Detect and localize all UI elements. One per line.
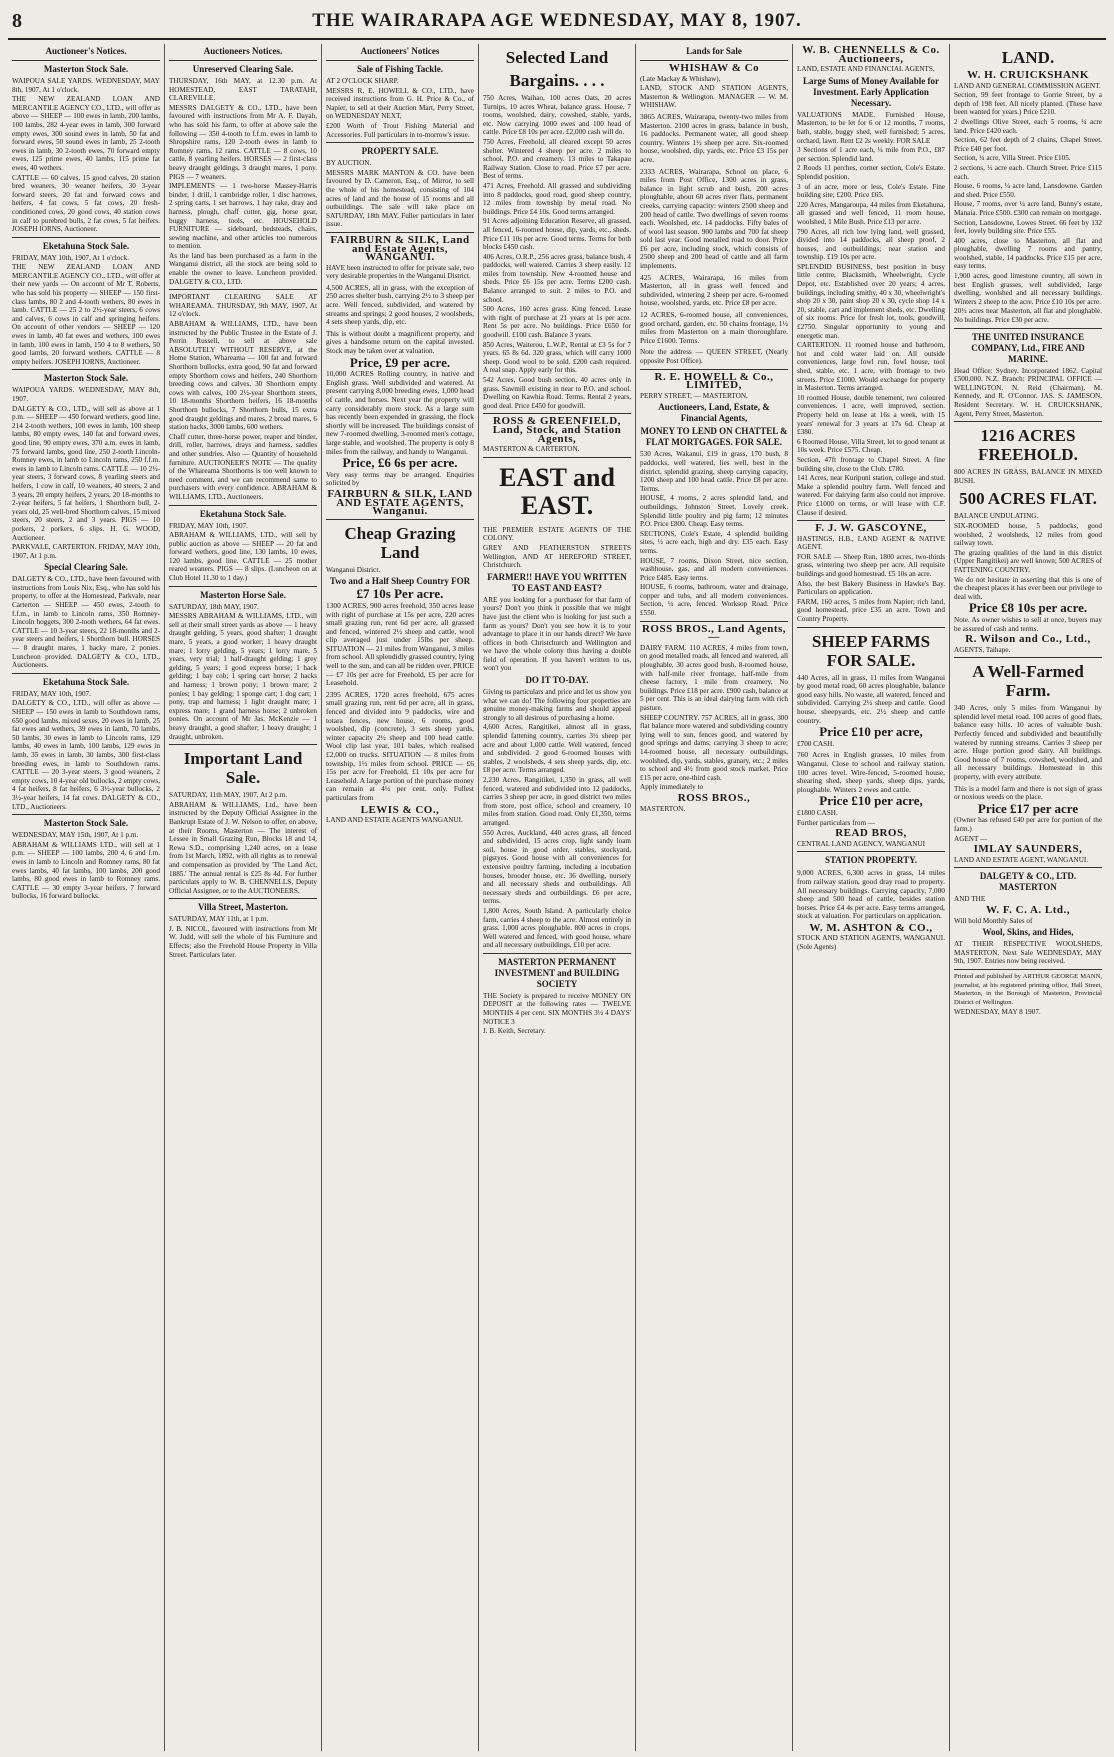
- ad-text: WAIPOUA YARDS. WEDNESDAY, MAY 8th, 1907.: [12, 386, 160, 403]
- agent-name: W. F. C. A. Ltd.,: [985, 903, 1071, 916]
- ad-text: 2 dwellings Olive Street, each 5 rooms, ¼ acre land. Price £420 each.: [954, 117, 1102, 135]
- column-2: [165, 44, 322, 1751]
- ad-heading: Masterton Stock Sale.: [43, 64, 129, 74]
- ad-text: The grazing qualities of the land in this district (Upper Rangitikei) are well known; 500 ACRES of FATTENING COUNTRY.: [954, 548, 1102, 574]
- ad-text: (Late Mackay & Whishaw),: [640, 74, 721, 83]
- ad-text: PARKVALE, CARTERTON. FRIDAY, MAY 10th, 1907, At 1 p.m.: [12, 543, 160, 560]
- ad-text: 141 Acres, near Kuripuni station, college and stud. Make a splendid poultry farm. Well fenced and watered. For dairying farm also could not improve. Price £1000 on terms, or will lease with C.F. Clause if desired.: [797, 474, 945, 517]
- divider: [169, 586, 317, 587]
- divider: [169, 898, 317, 899]
- ad-text: 10,000 ACRES Rolling country, in native and English grass. Well subdivided and watered. At present carrying 8,000 breeding ewes, 1,000 head of cattle, and horses. Next year the property will carry considerably more stock. As a large sum has recently been expended in grassing, the flock shortly will be increased. The buildings consist of new 7-roomed dwelling, 3-roomed men's cottage, large stable, and woolshed. The property is only 8 miles from the railway, and handy to Wanganui.: [326, 369, 474, 456]
- ad-heading: DO IT TO-DAY.: [525, 675, 589, 686]
- ad-text: IMPLEMENTS — 1 two-horse Massey-Harris binder, 1 drill, 1 cambridge roller, 1 disc harrows, 2 spring carts, 1 set harrows, 1 hay rake, dray and harness, plough, chaff cutter, gig, horse gear, buggy harness, tools, etc. HOUSEHOLD FURNITURE — sideboard, bedsteads, chairs, sewing machine, and other articles too numerous to mention.: [169, 182, 317, 251]
- ad-text: THURSDAY, 16th MAY, at 12.30 p.m. At HOMESTEAD, EAST TARATAHI, CLAREVILLE.: [169, 77, 317, 103]
- ad-heading: A Well-Farmed Farm.: [972, 662, 1084, 701]
- ad-text: MASTERTON.: [640, 804, 686, 813]
- price-line: Price, £9 per acre.: [349, 354, 451, 370]
- ad-text: 1,800 Acres, South Island. A particularly choice farm, carries 4 sheep to the acre. Almost entirely in grass. 1,000 acres ploughable. 800 acres in crops. Well watered and fenced, with good house, whare and all necessary outbuildings, £10 per acre.: [483, 906, 631, 950]
- divider: [169, 289, 317, 290]
- divider: [169, 60, 317, 61]
- divider: [326, 142, 474, 143]
- divider: [954, 969, 1102, 970]
- ad-text: 340 Acres, only 5 miles from Wanganui by splendid level metal road. 100 acres of good flats, balance easy hills. 10 acres of valuable bush. Perfectly fenced and subdivided and beautifully watered by running streams. Carries 3 sheep per acre. Huge portion good dairy. All buildings. Good house of 7 rooms, cowshed, woolshed, and all necessary buildings. Homestead in this property, with every attribute.: [954, 703, 1102, 782]
- divider: [12, 237, 160, 238]
- agent-name: ROSS BROS., Land Agents, —: [641, 622, 787, 644]
- price-line: Price £17 per acre: [977, 800, 1079, 816]
- ad-text: ABRAHAM & WILLIAMS, LTD., have been instructed by the Public Trustee in the Estate of J. Perrin Russell, to sell at above sale ABSOLUTELY WITHOUT RESERVE, at the Home Station, Whareama — 100 fat and forward Shorthorn bullocks, extra good, 90 fat and forward empty Shorthorn cows and heifers, 240 Shorthorn breeding cows and calves, 30 Shorthorn empty cows with calves, 100 2½-year Shorthorn steers, 10 18-months Shorthorn heifers, 16 18-months Shorthorn bullocks, 7 Shorthorn bulls, 15 extra good draught geldings and mares, 2 broad mares, 6 station hacks, 3000 lambs, 600 wethers.: [169, 320, 317, 432]
- ad-text: Section, ¼ acre, Villa Street. Price £105.: [954, 154, 1071, 163]
- ad-text: SPLENDID BUSINESS, best position in busy little centre, Blacksmith, Wheelwright, Cycle Depot, etc. Established over 20 years; 4 acres, buildings, including smithy, 40 x 30, wheelwright's shop 20 x 30, paint shop 20 x 30, cycle shop 14 x 20, stable, cart and implement sheds, etc. Dwelling of six rooms. Price for fresh lot, tools, goodwill, £2750. Singular opportunity to young and energetic man.: [797, 262, 945, 340]
- ad-text: Giving us particulars and price and let us show you what we can do! The following four properties are genuine money-making farms and should appeal strongly to all desirous of purchasing a home.: [483, 688, 631, 722]
- ad-text: Section, Lansdowne, Lowes Street. 66 feet by 132 feet, lovely building site. Price £55.: [954, 218, 1102, 236]
- ad-text: VALUATIONS MADE. Furnished House, Masterton, to be let for 6 or 12 months, 7 rooms, bath, stable, buggy shed, well furnished; 5 acres, orchard, lawn. Rent £2 2s weekly. FOR SALE: [797, 110, 945, 145]
- ad-text: AGENT —: [954, 834, 988, 843]
- ad-text: HAVE been instructed to offer for private sale, two very desirable properties in the Wanganui District.: [326, 263, 474, 281]
- agent-name: FAIRBURN & SILK, LAND AND ESTATE AGENTS, Wanganui.: [327, 487, 473, 518]
- ad-text: £200 Worth of Trout Fishing Material and Accessories. Full particulars in to-morrow's issue.: [326, 121, 474, 139]
- price-line: Price £10 per acre,: [819, 793, 923, 809]
- ad-text: As the land has been purchased as a farm in the Wanganui district, all the stock are being sold to enable the owner to leave. Luncheon provided. DALGETY & CO., LTD.: [169, 251, 317, 286]
- ad-heading: Masterton Horse Sale.: [200, 589, 286, 600]
- agent-name: ROSS BROS.,: [677, 791, 751, 804]
- ad-text: 4,600 Acres, Rangitikei, almost all in grass, splendid fattening country, carries 3½ sheep per acre and about 1,000 cattle. Well watered, fenced and subdivided. 2 good 6-roomed houses with stables, 2 woolsheds, 4 sets sheep yards, dip, etc. £8 per acre. Terms arranged.: [483, 723, 631, 775]
- agent-name: WHISHAW & Co: [668, 62, 760, 74]
- ad-text: CENTRAL LAND AGENCY, WANGANUI: [797, 839, 926, 848]
- ad-text: 760 Acres in English grasses, 10 miles from Wanganui. Close to school and railway station. 100 acres level. Wire-fenced, 5-roomed house, shearing shed, sheep yards, sheep dips, yards, ploughable. Winters 2 ewes and cattle.: [797, 750, 945, 794]
- agent-name: FAIRBURN & SILK, Land and Estate Agents, WANGANUI.: [330, 233, 470, 264]
- column-6: [793, 44, 950, 1751]
- page-number: 8: [12, 10, 22, 32]
- ad-heading: Special Clearing Sale.: [44, 562, 128, 573]
- ad-heading: Auctioneers, Land, Estate, & Financial Agents,: [658, 402, 770, 424]
- ad-text: 500 Acres, 160 acres grass. King fenced. Lease with right of purchase at 21 years at 1s per acre. Rent 5s per acre. No buildings. Price £650 for goodwill. £100 cash. Balance 3 years.: [483, 305, 631, 340]
- ad-text: THE NEW ZEALAND LOAN AND MERCANTILE AGENCY CO., LTD., will offer at their new yards — On account of Mr T. Roberts, who has sold his property — SHEEP — 150 first-class lambs, 80 2 and 4-tooth wethers, 80 ewes in lamb. CATTLE — 25 2 to 2½-year steers, 6 cows and calves, 6 cows in calf and springing heifers. On account of other vendors — SHEEP — 120 ewes in lamb, 40 fat ewes and wethers, 100 ewes in lamb, 100 ewes in lamb, 150 4 to 8 wethers, 50 good lambs, 20 forward wethers. CATTLE — 8 empty heifers. JOSEPH IORNS, Auctioneer.: [12, 263, 160, 366]
- ad-text: Also, the best Bakery Business in Hawke's Bay. Particulars on application.: [797, 579, 945, 597]
- ad-text: 10 roomed House, double tenement, two coloured conveniences. 1 acre, well improved, section. Property held on lease at 16s a week, with 15 years' renewal for 3 years at 17s 6d. Cheap at £380.: [797, 393, 945, 437]
- ad-text: MASTERTON & CARTERTON.: [483, 445, 580, 454]
- ad-text: Wanganui District.: [326, 565, 381, 574]
- ad-text: MESSRS MARK MANTON & CO. have been favoured by D. Cameron, Esq., of Mirror, to sell the whole of his homestead, consisting of 104 acres of land and the house of 15 rooms and all outbuildings. The sale will take place on SATURDAY, 18th MAY. Fuller particulars in later issue.: [326, 168, 474, 229]
- ad-text: HASTINGS, H.B., LAND AGENT & NATIVE AGENT.: [797, 534, 945, 552]
- ad-text: We do not hesitate in asserting that this is one of the cheapest places it has ever been our privilege to deal with.: [954, 575, 1102, 601]
- columns: [8, 44, 1106, 1751]
- column-7: [950, 44, 1106, 1751]
- ad-text: DALGETY & CO., LTD., have been favoured with instructions from Louis Nix, Esq., who has sold his property, to offer at the Homestead, Parkvale, near Carterton — SHEEP — 450 ewes, 2-tooth to f.f.m., in lamb to Lincoln rams, 350 Romney-Lincoln hoggets, 300 2-tooth wethers, 64 fat ewes. CATTLE — 10 3-year steers, 22 18-months and 2-year steers and heifers, 1 Shorthorn bull. HORSES — 8 draught mares, 1 hacky mare, 2 ponies. Luncheon provided. DALGETY & CO., LTD., Auctioneers.: [12, 575, 160, 670]
- ad-text: WAIPOUA SALE YARDS. WEDNESDAY, MAY 8th, 1907, At 1 o'clock.: [12, 77, 160, 94]
- ad-text: CARTERTON. 11 roomed house and bathroom, hot and cold water laid on. All outside conveniences, large fowl run, fowl house, tool shed, stable, etc. 1 acre, with frontage to two streets. Price £1000. Would exchange for property in Masterton. Terms arranged.: [797, 341, 945, 393]
- ad-text: STOCK AND STATION AGENTS, WANGANUI. (Sole Agents): [797, 934, 945, 952]
- ad-text: (Owner has refused £40 per acre for portion of the farm.): [954, 816, 1102, 833]
- ad-text: 406 Acres, O.R.P., 256 acres grass, balance bush, 4 paddocks, well watered. Carries 3 sheep easily. 12 miles from township. New 4-roomed house and sheds. Price £6 15s per acre. Terms £200 cash. Balance arranged to suit. 2 miles to P.O. and school.: [483, 252, 631, 304]
- ad-text: WEDNESDAY, MAY 15th, 1907, At 1 p.m.: [12, 831, 139, 840]
- ad-text: 12 ACRES, 6-roomed house, all conveniences, good orchard, garden, etc. 50 chains frontage, 1½ miles from Masterton on a main thoroughfare. Price £1600. Terms.: [640, 310, 788, 345]
- ad-text: LAND AND ESTATE AGENTS WANGANUI.: [326, 816, 463, 825]
- ad-text: 1300 ACRES, 900 acres freehold, 350 acres lease with right of purchase at 15s per acre, 220 acres small grazing run, rent 6d per acre, all grassed and fenced, wintered 2½ sheep and cattle, wool clip averaged just under 15lbs per sheep. SITUATION — 21 miles from Wanganui, 3 miles from school. All splendidly grassed country, lying well to the sun, and can all be ridden over. PRICE — £7 10s per acre for Freehold, £5 per acre for Leasehold.: [326, 600, 474, 688]
- ad-text: DAIRY FARM. 110 ACRES, 4 miles from town, on good metalled roads, all fenced and watered, all ploughable, 30 acres good bush, 8-roomed house, with half-mile river frontage, half-mile from cheese factory, 1 mile from creamery, No buildings. Price £18 per acre. £900 cash, balance at 5 per cent. This is an ideal dairying farm with rich pasture.: [640, 643, 788, 712]
- divider: [326, 232, 474, 233]
- ad-text: Chaff cutter, three-horse power, reaper and binder, drill, roller, harrows, drays and harness, saddles and other sundries. Also — Quantity of household furniture. AUCTIONEER'S NOTE — The quality of the Whareama Shorthorns is too well known to need comment, and we can recommend same to purchasers with every confidence. ABRAHAM & WILLIAMS, LTD., Auctioneers.: [169, 432, 317, 501]
- divider: [169, 505, 317, 506]
- divider: [797, 520, 945, 521]
- divider: [169, 744, 317, 745]
- ad-heading: Two and a Half Sheep Country FOR: [329, 576, 471, 587]
- ad-text: 750 Acres, Freehold, all cleared except 50 acres shelter. Wintered 4 sheep per acre. 2 miles to school, P.O. and creamery. 13 miles to Takapau Railway Station. Close to road. Price £7 per acre. Best of terms.: [483, 137, 631, 181]
- newspaper-title: THE WAIRARAPA AGE WEDNESDAY, MAY 8, 1907.: [312, 10, 802, 31]
- ad-text: SHEEP COUNTRY. 757 ACRES, all in grass, 300 flat balance more watered and subdividing country lying well to sun, fences good, and watered by good springs and dams; carrying 3 sheep to acre; 14-roomed house, all necessary outbuildings, woolshed, dip, yards, stables, granary, etc.; 2 miles to school and 4½ from good stock market. Price £15 per acre, one-third cash.: [640, 713, 788, 782]
- ad-heading: 500 ACRES FLAT.: [959, 489, 1097, 509]
- ad-heading: Eketahuna Stock Sale.: [42, 240, 130, 251]
- masthead: [8, 4, 1106, 40]
- ad-heading: Masterton Stock Sale.: [43, 818, 129, 829]
- ad-text: 91 Acres adjoining Education Reserve, all grassed, all fenced, 6-roomed house, dip, yards, etc., sheds. Price £11 10s per acre. Good terms. Terms for both blocks £450 cash.: [483, 217, 631, 252]
- imprint-date: WEDNESDAY, MAY 8 1907.: [954, 1008, 1041, 1017]
- divider: [797, 851, 945, 852]
- ad-text: Very easy terms may be arranged. Enquiries solicited by: [326, 470, 474, 488]
- divider: [12, 369, 160, 370]
- ad-heading: Villa Street, Masterton.: [198, 902, 288, 913]
- ad-heading: THE UNITED INSURANCE COMPANY, Ltd., FIRE AND MARINE.: [971, 331, 1085, 364]
- ad-text: Will hold Monthly Sales of: [954, 916, 1033, 925]
- divider: [954, 657, 1102, 658]
- divider: [954, 421, 1102, 422]
- ad-text: Further particulars from —: [797, 818, 876, 827]
- agent-name: R. E. HOWELL & Co., LIMITED,: [654, 370, 774, 392]
- ad-text: This is without doubt a magnificent property, and gives a handsome return on the capital invested. Stock may be taken over at valuation.: [326, 329, 474, 356]
- ad-text: THE NEW ZEALAND LOAN AND MERCANTILE AGENCY CO., LTD., will offer as above — SHEEP — 100 ewes in lamb, 200 lambs, 100 lambs, 282 4-year ewes in lamb, 300 forward empty ewes, 300 sound ewes in lamb, 50 fat and forward ewes, 50 sound ewes in lamb, 25 2-tooth ewes in lamb, 30 2-tooth ewes, 70 forward empty ewes, 125 prime ewes, 40 lambs, 115 prime fat ewes, 40 wethers.: [12, 95, 160, 172]
- ad-text: FRIDAY, MAY 10th, 1907, At 1 o'clock.: [12, 253, 129, 262]
- ad-text: Head Office: Sydney. Incorporated 1862. Capital £500,000. N.Z. Branch: PRINCIPAL OFFICE — WELLINGTON. N. Reid (Chairman), M. Kennedy, and R. O'Connor. JAS. S. JAMESON, Resident Secretary. W. H. CRUICKSHANK, Agent, Perry Street, Masterton.: [954, 366, 1102, 418]
- agent-name: READ BROS,: [835, 827, 907, 840]
- ad-text: LAND, STOCK AND STATION AGENTS, Masterton & Wellington. MANAGER — W. M. WHISHAW.: [640, 84, 788, 110]
- ad-text: BY AUCTION.: [326, 159, 372, 168]
- agent-name: W. H. CRUICKSHANK: [967, 69, 1089, 81]
- ad-text: HOUSE, 4 rooms, 2 acres splendid land, and outbuildings, Johnston Street, Lovely creek. Splendid little poultry and pig farm; 12 minutes P.O. Price £800. Cheap. Easy terms.: [640, 494, 788, 529]
- ad-text: ARE you looking for a purchaser for that farm of yours? Don't you think it possible that we might have just the client who is looking for just such a farm as yours? Don't you see how it is to your advantage to place it in our hands direct? We have offices in both Christchurch and Wellington and we have the whole colony thus having a double field of operation. If you haven't written to us, won't you: [483, 595, 631, 673]
- ad-heading: Selected Land: [505, 48, 609, 67]
- ad-text: Note the address — QUEEN STREET, (Nearly opposite Post Office).: [640, 348, 788, 365]
- ad-heading: Eketahuna Stock Sale.: [42, 676, 130, 687]
- ad-heading: 1216 ACRES FREEHOLD.: [978, 426, 1078, 465]
- ad-text: THE Society is prepared to receive MONEY ON DEPOSIT at the following rates — TWELVE MONTHS 4 per cent. SIX MONTHS 3½ 4 DAYS' NOTICE 3: [483, 991, 631, 1026]
- ad-text: J. B. NICOL, favoured with instructions from Mr W. Judd, will sell the whole of his Furniture and Effects; also the Freehold House Property in Villa Street. Particulars later.: [169, 924, 317, 959]
- ad-text: 4,500 ACRES, all in grass, with the exception of 250 acres shelter bush, carrying 2½ to 3 sheep per acre. Well fenced, subdivided, and watered by streams and springs; 2 good houses, 2 woolsheds, 4 sets sheep yards, dip, etc.: [326, 282, 474, 327]
- divider: [483, 457, 631, 458]
- divider: [483, 413, 631, 414]
- divider: [640, 60, 788, 61]
- ad-text: LAND AND GENERAL COMMISSION AGENT.: [954, 81, 1101, 90]
- ad-text: 530 Acres, Wakanui, £19 in grass, 170 bush, 8 paddocks, well watered, lies well, best in the district, splendid grazing, sheep carrying capacity, 1200 sheep and 100 head cattle. Price £8 per acre. Terms.: [640, 450, 788, 493]
- divider: [12, 673, 160, 674]
- ad-text: GREY AND FEATHERSTON STREETS Wellington, AND AT HEREFORD STREET, Christchurch.: [483, 543, 631, 570]
- ad-text: 9,000 ACRES, 6,300 acres in grass, 14 miles from railway station, good dray road to property. All necessary buildings. Carrying capacity, 7,000 sheep and 500 head of cattle, besides station horses. Price £4 4s per acre. Easy terms arranged, stock at valuation. For particulars on application.: [797, 868, 945, 921]
- divider: [640, 621, 788, 622]
- price-line: Price, £6 6s per acre.: [342, 455, 458, 471]
- ad-text: THE PREMIER ESTATE AGENTS OF THE COLONY.: [483, 525, 631, 543]
- ad-text: AT THEIR RESPECTIVE WOOLSHEDS, MASTERTON. Next Sale WEDNESDAY, MAY 9th, 1907. Entries now being received.: [954, 940, 1102, 966]
- ad-heading: STATION PROPERTY.: [824, 855, 918, 866]
- ad-text: 3865 ACRES, Wairarapa, twenty-two miles from Masterton. 2100 acres in grass, balance in bush, 16 paddocks. Permanent water, all good sheep country. Winters 1½ sheep per acre. Six-roomed house, woolshed, dip, yards, etc. Price £3 15s per acre.: [640, 111, 788, 164]
- column-5: [636, 44, 793, 1751]
- ad-text: Section, 99 feet frontage to Gorrie Street, by a depth of 198 feet. All nicely planted. (These have been wanted for years.) Price £210.: [954, 91, 1102, 117]
- ad-text: 800 ACRES IN GRASS, BALANCE IN MIXED BUSH.: [954, 468, 1102, 485]
- ad-text: 542 Acres, Good bush section, 40 acres only in grass. Sawmill existing in near to P.O. and school. Dwelling on Kawhia Road. Terms. Rental 2 years, good deal. Price £450 for goodwill.: [483, 376, 631, 410]
- column-1: [8, 44, 165, 1751]
- ad-text: £700 CASH.: [797, 739, 835, 748]
- section-heading: Lands for Sale: [686, 46, 742, 56]
- ad-heading: Masterton Stock Sale.: [43, 373, 129, 384]
- column-3: [322, 44, 479, 1751]
- ad-text: J. B. Keith, Secretary.: [483, 1027, 546, 1036]
- ad-text: Note. As owner wishes to sell at once, buyers may be assured of cash and terms.: [954, 615, 1102, 633]
- divider: [326, 519, 474, 520]
- ad-text: House, 7 rooms, over ¼ acre land, Bunny's estate, Manaia. Price £500. £300 can remain on mortgage.: [954, 200, 1102, 217]
- section-heading: Auctioneers Notices.: [203, 46, 283, 56]
- ad-text: ABRAHAM & WILLIAMS LTD., will sell at 1 p.m. — SHEEP — 100 lambs, 200 4, 6 and f.m. ewes in lamb to Lincoln and Romney rams, 80 fat ewes lambs, 40 fat lambs, 100 lambs, 200 good lambs, 80 good ewes in lamb to Romney rams. CATTLE — 30 empty 3-year heifers, 7 forward bullocks, 16 forward bullocks.: [12, 840, 160, 901]
- divider: [483, 953, 631, 954]
- imprint: Printed and published by ARTHUR GEORGE MANN, journalist, at his registered printing office, Hall Street, Masterton, in the Borough of Masterton, Provincial District of Wellington.: [954, 972, 1102, 1006]
- divider: [12, 60, 160, 61]
- column-4: [479, 44, 636, 1751]
- ad-text: Section, 62 feet depth of 2 chains, Chapel Street. Price £40 per foot.: [954, 136, 1102, 153]
- agent-name: IMLAY SAUNDERS,: [973, 843, 1083, 856]
- agent-name: W. B. CHENNELLS & Co. Auctioneers,: [802, 44, 940, 65]
- agent-name: ROSS & GREENFIELD, Land, Stock, and Station Agents,: [492, 415, 622, 445]
- ad-text: 471 Acres, Freehold. All grassed and subdividing into 8 paddocks, good road, good sheep country, 12 miles from township by metal road. No buildings. Price £4 10s. Good terms arranged.: [483, 181, 631, 216]
- ad-text: SATURDAY, 18th MAY, 1907.: [169, 602, 259, 611]
- ad-text: 3 of an acre, more or less, Cole's Estate. Fine building site; £200. Price £65.: [797, 182, 945, 200]
- section-heading: Auctioneer's Notices.: [45, 46, 127, 56]
- ad-text: AGENTS, Taihape.: [954, 645, 1011, 654]
- ad-text: 2395 ACRES, 1720 acres freehold, 675 acres small grazing run, rent 6d per acre, all in grass, fenced and divided into 9 paddocks, wire and totara fences, new house, 6 rooms, good woolshed, dip (concrete), 3 sets sheep yards, winter capacity 2½ sheep and 100 head cattle. Wool clip last year, 101 bales, which realised £2,000 on trucks. SITUATION — 8 miles from township, 1½ miles from school. PRICE — £6 15s per acre for Freehold, £1 10s per acre for Leasehold. A large portion of the purchase money can remain at 4½ per cent. only. Fullest particulars from: [326, 689, 474, 802]
- ad-text: SATURDAY, MAY 11th, at 1 p.m.: [169, 915, 269, 924]
- agent-name: LEWIS & CO.,: [360, 803, 440, 816]
- ad-heading: MASTERTON PERMANENT INVESTMENT and BUILDING SOCIETY: [494, 956, 620, 989]
- ad-heading: Unreserved Clearing Sale.: [192, 64, 294, 74]
- agent-name: F. J. W. GASCOYNE,: [815, 522, 927, 535]
- ad-text: This is a model farm and there is not sign of grass or noxious weeds on the place.: [954, 784, 1102, 802]
- ad-heading: SHEEP FARMS FOR SALE.: [811, 631, 931, 670]
- divider: [954, 867, 1102, 868]
- ad-text: IMPORTANT CLEARING SALE AT WHAREAMA. THURSDAY, 9th MAY, 1907, At 12 o'clock.: [169, 293, 317, 319]
- ad-heading: DALGETY & CO., LTD. MASTERTON: [979, 871, 1077, 893]
- ad-text: DALGETY & CO., LTD., will sell as above at 1 p.m. — SHEEP — 450 forward wethers, good line, 214 2-tooth wethers, 100 ewes in lamb, 100 sheep lambs, 80 empty ewes, 140 fat and forward ewes, good line, 90 empty ewes, 370 a.m. ewes in lamb, 75 forward lambs, good line, 250 2-tooth Lincoln-Romney ewes, in lamb to Lincoln rams, 250 f.f.m. ewes in lamb to Lincoln rams. CATTLE — 10 2½-year steers, 3 forward cows, 8 yearling steers and heifers, 1 cow in calf, 10 weaners, 40 steers, 2 and 3 years, 20 empty heifers, 2 years, 20 18-months to 2-year heifers, 5 fat heifers, 1 Shorthorn bull, 2-years old, 25 well-bred Shorthorn calves, 15 mixed steers, 20 steers, 2 and 3 years. PIGS — 10 porkers, 2 porkers, 6 slips. H. G. WOOD, Auctioneer.: [12, 404, 160, 542]
- divider: [640, 369, 788, 370]
- ad-text: 1,900 acres, good limestone country, all sown in best English grasses, well subdivided, large dwelling, woolshed and all necessary buildings. Winters 2 sheep to the acre. Price £10 10s per acre.: [954, 272, 1102, 306]
- ad-text: LAND, ESTATE AND FINANCIAL AGENTS,: [797, 65, 935, 74]
- ad-text: 790 Acres, all rich low lying land, well grassed, divided into 14 paddocks, all sheep proof, 2 houses, and outbuildings; near station and township. £19 10s per acre.: [797, 227, 945, 262]
- ad-text: HOUSE, 6 rooms, bathroom, water and drainage, copper and tubs, and all modern conveniences. Section, ¼ acre, fenced. Worksop Road. Price £550.: [640, 583, 788, 618]
- ad-text: 220 Acres, Mangaroupa, 44 miles from Eketahuna, all grassed and well fenced, 11 room house, woolshed, 1 Mile Bush. Price £13 per acre.: [797, 200, 945, 226]
- price-line: £7 10s Per acre.: [356, 586, 444, 602]
- ad-heading: EAST and EAST.: [499, 462, 615, 520]
- ad-text: 6 Roomed House, Villa Street, let to good tenant at 10s week. Price £575. Cheap.: [797, 437, 945, 455]
- agent-name: R. Wilson and Co., Ltd.,: [965, 633, 1091, 646]
- ad-text: ABRAHAM & WILLIAMS, LTD., will sell by public auction as above — SHEEP — 20 fat and forward wethers, good line, 130 lambs, 10 ewes, 120 lambs, good line. CATTLE — 25 mother reared weaners. PIGS — 8 slips. (Luncheon on at Club Hotel 11.30 to 1 day.): [169, 531, 317, 583]
- ad-text: PERRY STREET, — MASTERTON,: [640, 391, 748, 400]
- price-line: Price £8 10s per acre.: [968, 600, 1088, 616]
- ad-heading: PROPERTY SALE.: [361, 146, 439, 157]
- ad-text: £1800 CASH.: [797, 808, 838, 817]
- ad-text: Section, 47ft frontage to Chapel Street. A fine building site, close to the Club. £780.: [797, 455, 945, 473]
- ad-text: FRIDAY, MAY 10th, 1907.: [169, 521, 248, 530]
- ad-text: 440 Acres, all in grass, 11 miles from Wanganui by good metal road, 60 acres ploughable, balance good easy hills. No waste, all watered, fenced and subdivided. Carrying 2½ sheep and cattle. Good house, sheepyards, etc. 2½ sheep and cattle country.: [797, 672, 945, 725]
- ad-text: 2,230 Acres, Rangitikei, 1,350 in grass, all well fenced, watered and subdivided into 12 paddocks, carries 3 sheep per acre, in good district two miles from store, post office, school and creamery, 10 miles from station. Good road. Only £1,350, terms arranged.: [483, 776, 631, 827]
- ad-text: HOUSE, 7 rooms, Dixon Street, nice section, washhouse, gas, and all modern conveniences. Price £485. Easy terms.: [640, 556, 788, 582]
- ad-text: DALGETY & CO., LTD., will offer as above — SHEEP — 150 ewes in lamb to Southdown rams, 650 good lambs, mixed sexes, 20 ewes in lamb, 25 fat ewes and wethers, 39 ewes in lamb, 70 lambs, 50 lambs, 30 ewes in lamb to Lincoln rams, 129 lambs, 40 ewes in lamb, 100 lambs, 129 ewes in lamb, 35 ewes in lamb, 30 lambs, 300 first-class breeding ewes, in lamb to Southdown rams. CATTLE — 20 3-year steers, 3 good weaners, 2 empty cows, 10 4-year old bullocks, 2 empty cows, 4 fat heifers, 8 fat heifers, 6 3½-year bullocks, 2 3½-year heifers, 14 fat cows. DALGETY & CO., LTD., Auctioneers.: [12, 699, 160, 811]
- ad-text: 425 ACRES, Wairarapa, 16 miles from Masterton, all in grass well fenced and subdivided, wintering 2 sheep per acre. 6-roomed house, woolshed, yards, etc. Price £8 per acre.: [640, 272, 788, 308]
- section-heading: Auctioneers' Notices: [360, 46, 440, 56]
- ad-text: MESSRS DALGETY & CO., LTD., have been favoured with instructions from Mr A. F. Dayah, who has sold his farm, to offer at above sale the following — 350 4-tooth to f.f.m. ewes in lamb to Shropshire rams, 120 2-tooth ewes in lamb to Romney rams, 12 rams. CATTLE — 8 cows, 10 cattle, 8 yearling heifers. HORSES — 2 first-class heavy draught geldings, 3 draught mares, 1 pony. PIGS — 7 weaners.: [169, 103, 317, 181]
- ad-heading: MONEY TO LEND ON CHATTEL & FLAT MORTGAGES. FOR SALE.: [640, 426, 788, 448]
- divider: [326, 60, 474, 61]
- ad-text: FOR SALE — Sheep Run, 1800 acres, two-thirds grass, wintering two sheep per acre. All requisite buildings and good homestead. £5 10s an acre.: [797, 552, 945, 579]
- divider: [12, 814, 160, 815]
- ad-heading: Bargains. . . .: [509, 71, 605, 90]
- ad-text: MESSRS ABRAHAM & WILLIAMS, LTD., will sell at their small street yards as above — 1 heavy draught gelding, 5 years, good shafter; 1 draught mare, 5 years, a good worker; 1 heavy draught mare; 1 lorry gelding, 5 years; 1 lorry mare, 5 years, very trial; 1 half-draught gelding; 1 grey gelding, 5 years; 1 good express horse; 1 hack gelding; 1 bay cob; 1 spring cart horse; 2 hacks and harness; 1 brown pony; 1 brown mare; 2 ponies; 1 bay gelding; 1 sponge cart; 1 dog cart; 1 pony, trap and harness; 1 light draught mare; 1 express mare; 1 grand harness horse; 2 unbroken ponies. On account of Mr Jas. McKenzie — 1 heavy draught, a good shafter; 1 heavy draught; 1 draught, unbroken.: [169, 612, 317, 741]
- ad-text: MESSRS R. E. HOWELL & CO., LTD., have received instructions from G. H. Price & Co., of Napier, to sell at their Auction Mart, Perry Street, on WEDNESDAY NEXT,: [326, 86, 474, 121]
- ad-text: 2 Roods 11 perches, corner section, Cole's Estate. Splendid position.: [797, 164, 945, 181]
- ad-heading: LAND.: [1001, 48, 1055, 67]
- ad-text: 2333 ACRES, Wairarapa, School on place, 6 miles from Post Office, 1300 acres in grass, balance in light scrub and bush, 200 acres ploughable, about 60 acres river flats, permanent creeks, carrying capacity: winters 2500 sheep and 200 head of cattle. Two dwellings of seven rooms each. Woolshed, etc. 14 paddocks. Fifty bales of of wool last season. 900 lambs and 700 fat sheep sold last year. Good metalled road to door. Price £6 per acre, including stock, which consists of 2500 sheep and 200 head of cattle and all farm implements.: [640, 166, 788, 271]
- ad-text: 400 acres, close to Masterton, all flat and ploughable, dwelling 7 rooms and pantry, woolshed, stable, 14 paddocks. Price £15 per acre, easy terms.: [954, 236, 1102, 271]
- ad-text: BALANCE UNDULATING.: [954, 512, 1039, 521]
- ad-text: 2 sections, ½ acre each. Church Street. Price £115 each.: [954, 163, 1102, 181]
- ad-text: SECTIONS, Cole's Estate, 4 splendid building sites, ½ acre each, high and dry. £35 each. Easy terms.: [640, 529, 788, 555]
- ad-text: AT 2 O'CLOCK SHARP.: [326, 77, 399, 85]
- ad-heading: Sale of Fishing Tackle.: [356, 64, 444, 74]
- ad-text: 550 Acres, Auckland, 440 acres grass, all fenced and subdivided, 15 acres crop, light sandy loam soil, house in good order, stables, stockyard, pigstyes. Good house with all conveniences for extensive poultry farming, including a incubation houses, brooder house, etc. 36 dwelling, nursery and all necessary sheds and outbuildings. All necessary sheds and outbuildings. £6 per acre, terms.: [483, 828, 631, 906]
- ad-text: LAND AND ESTATE AGENT, WANGANUI.: [954, 855, 1089, 864]
- price-line: Price £10 per acre,: [819, 724, 923, 740]
- ad-heading: FARMER!! HAVE YOU WRITTEN TO EAST AND EAST?: [487, 571, 627, 593]
- ad-heading: Cheap Grazing Land: [344, 523, 456, 562]
- ad-heading: Wool, Skins, and Hides,: [982, 927, 1074, 938]
- ad-text: 750 Acres, Waihao, 100 acres Oats, 20 acres Turnips, 10 acres Wheat, balance grass. House, 7 rooms, woolshed, dairy, cowshed, stable, yards, etc. Now carrying 1000 ewes and 100 head of cattle. Price £8 10s per acre. £2,000 cash will do.: [483, 94, 631, 137]
- ad-text: SATURDAY, 11th MAY, 1907, At 2 p.m.: [169, 791, 288, 800]
- ad-text: AND THE: [954, 895, 986, 904]
- divider: [797, 627, 945, 628]
- ad-text: 850 Acres, Waiterou, L.W.P., Rental at £3 5s for 7 years. 65 8s 6d. 320 grass, which will carry 1000 sheep. Good wool to be sold. £200 cash required. A real snap. Apply early for this.: [483, 340, 631, 375]
- ad-heading: Large Sums of Money Available for Investment. Early Application Necessary.: [802, 75, 940, 108]
- divider: [954, 328, 1102, 329]
- ad-text: 3 Sections of 1 acre each, ¼ mile from P.O., £87 per section. Splendid land.: [797, 146, 945, 163]
- ad-heading: Important Land Sale.: [183, 749, 303, 788]
- ad-text: Apply immediately to: [640, 783, 704, 792]
- ad-text: FRIDAY, MAY 10th, 1907.: [12, 689, 91, 698]
- ad-text: SIX-ROOMED house, 5 paddocks, good woolshed, 2 woolsheds, 12 miles from good railway town.: [954, 521, 1102, 548]
- ad-text: House, 6 rooms, ¼ acre land, Lansdowne. Garden and shed. Price £550.: [954, 182, 1102, 199]
- ad-text: CATTLE — 60 calves, 15 good calves, 20 station bred weaners, 30 weaner heifers, 30 3-year forward steers, 20 fat and forward cows and heifers, 4 fat cows, 5 fat cows, 20 fresh-conditioned cows, 20 good cows, 40 station cows in calf to purebred bulls, 2 fat cows, 5 fat heifers. JOSEPH IORNS, Auctioneer.: [12, 173, 160, 234]
- agent-name: W. M. ASHTON & CO.,: [809, 921, 933, 934]
- ad-heading: Eketahuna Stock Sale.: [199, 508, 287, 519]
- ad-text: ABRAHAM & WILLIAMS, Ltd., have been instructed by the Deputy Official Assignee in the Bankrupt Estate of J. W. Nelson to offer, on above, at their Rooms, Masterton — The interest of Lessee in Small Grazing Run, Blocks 18 and 14, Rewa S.D., comprising 1,240 acres, on a lease from 1st March, 1892, with all rights as to renewal and compensation as provided by 'The Land Act, 1885.' The annual rental is £25 8s 4d. For further particulars apply to W. B. CHENNELLS, Deputy Official Assignee, or to the AUCTIONEERS.: [169, 800, 317, 895]
- ad-text: FARM, 160 acres, 5 miles from Napier; rich land, good homestead, price £35 an acre. Town and Country Property.: [797, 597, 945, 624]
- ad-text: 20½ acres near Masterton, all flat and ploughable. No buildings. Price £30 per acre.: [954, 307, 1102, 325]
